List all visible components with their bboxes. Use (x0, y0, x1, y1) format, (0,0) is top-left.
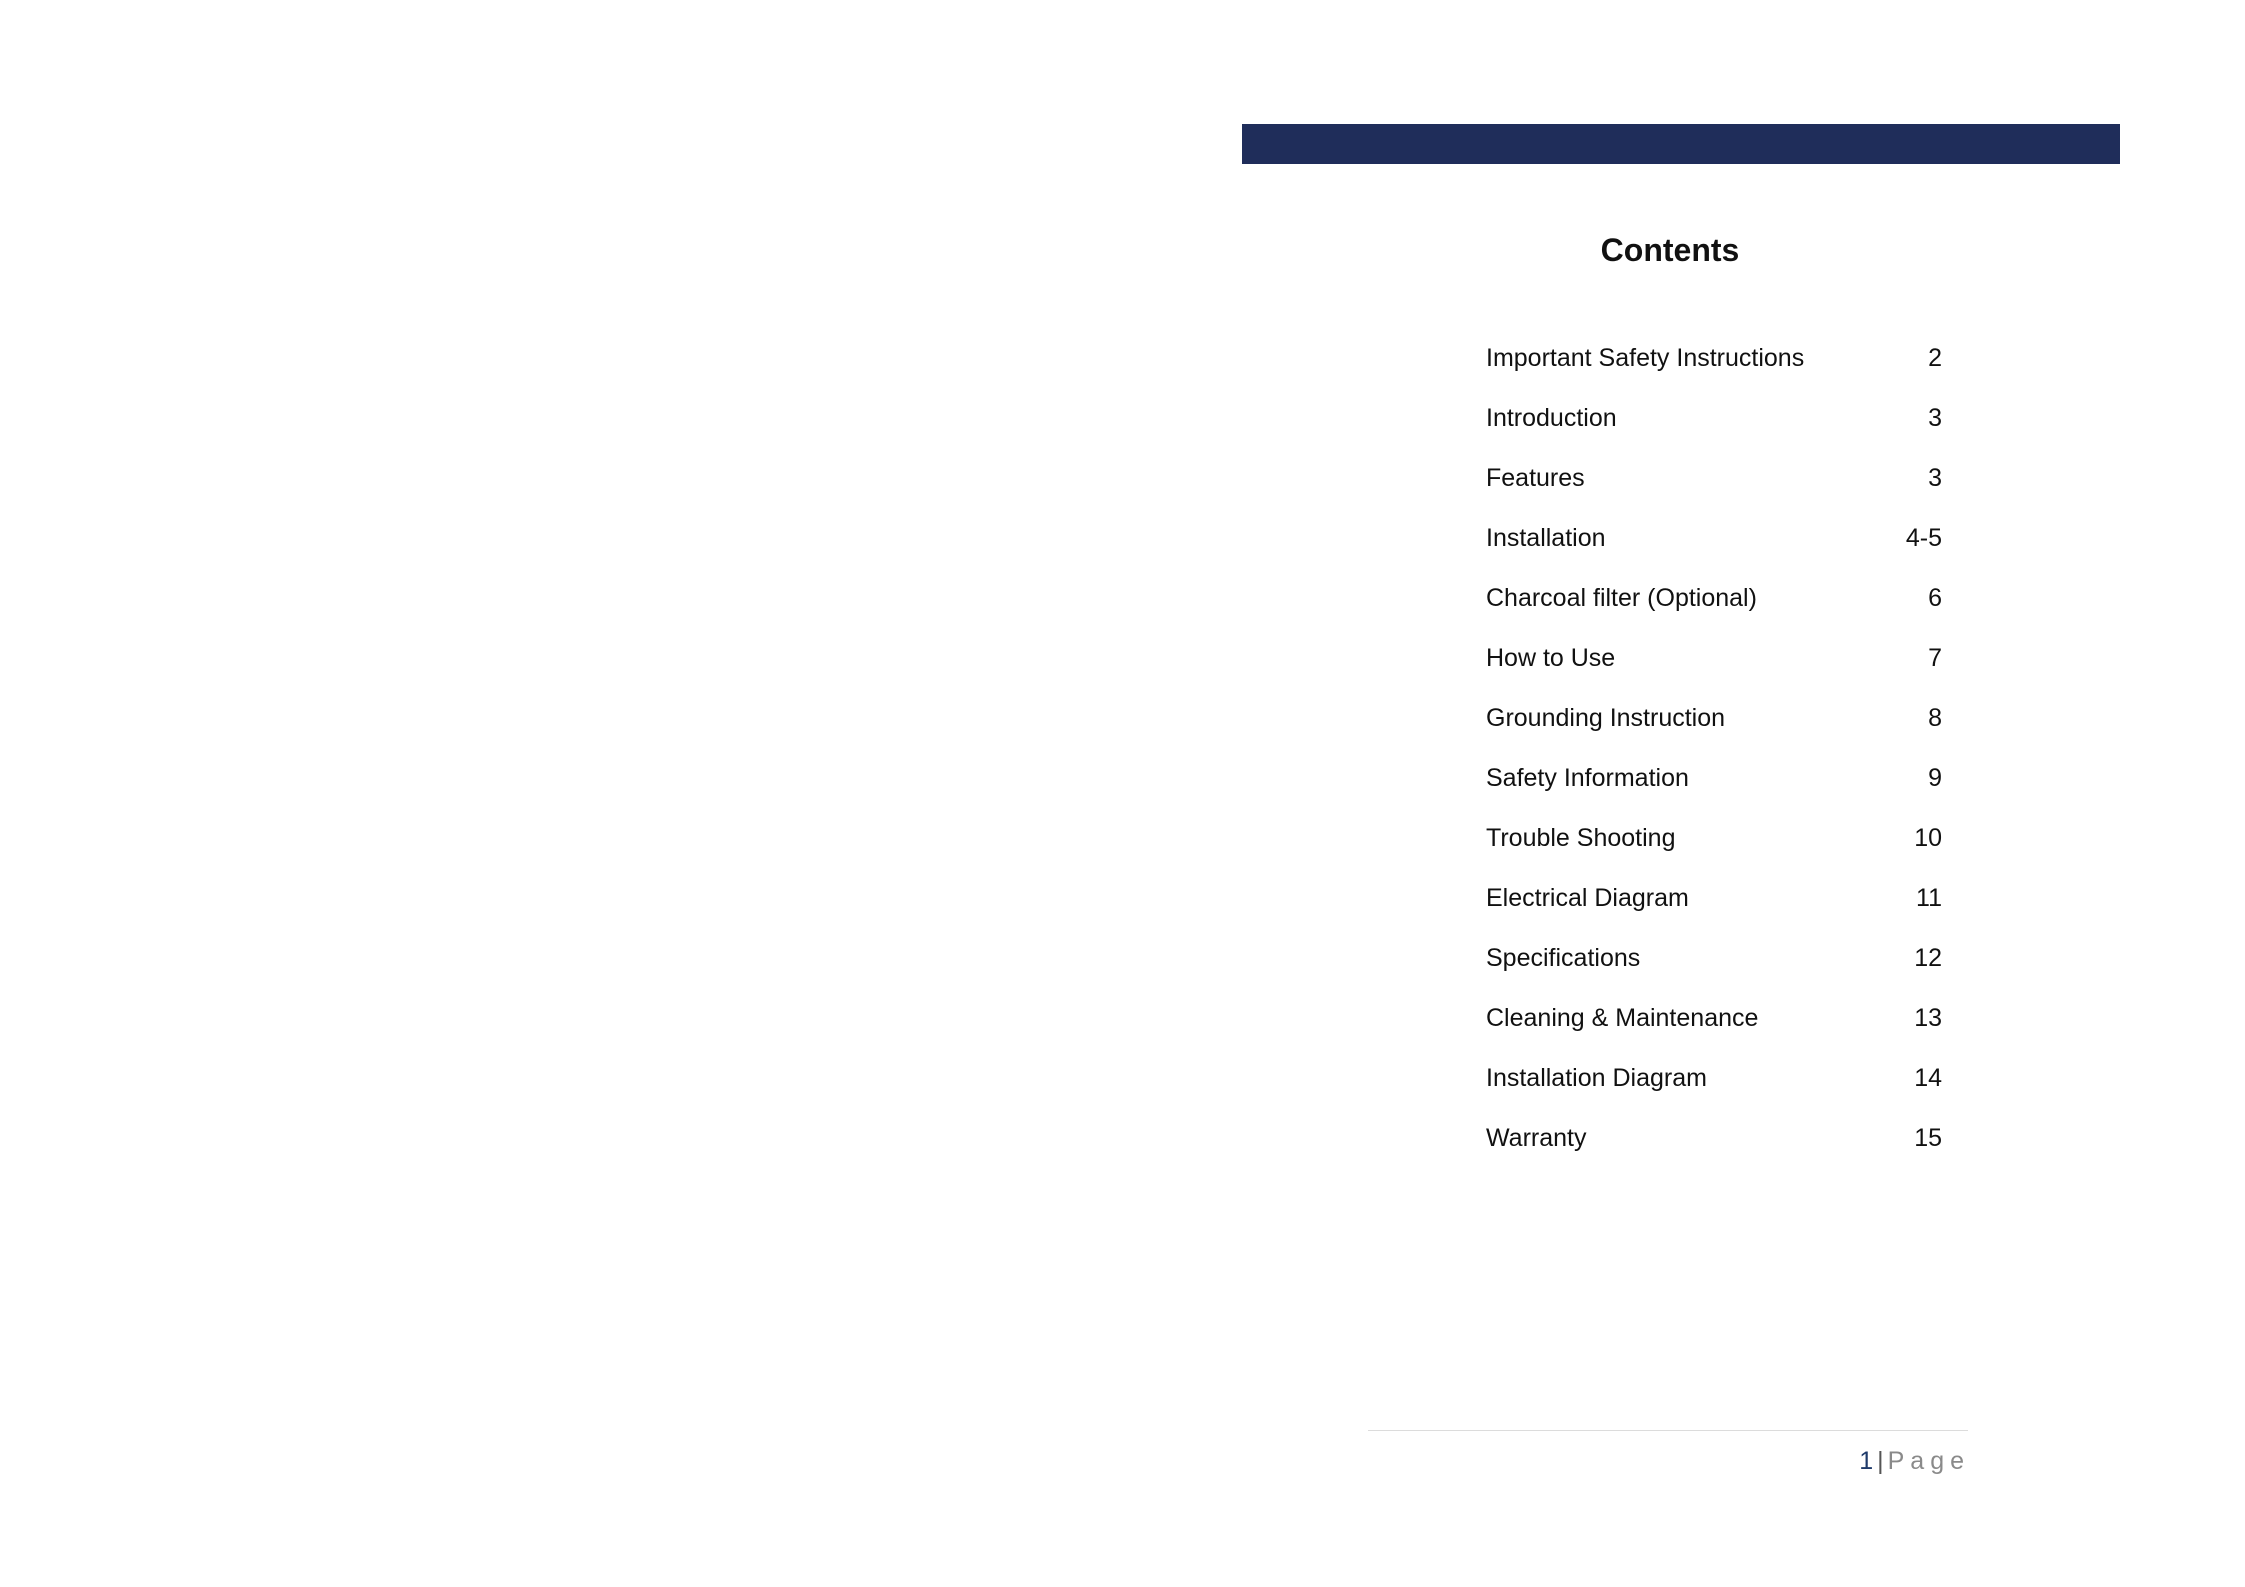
toc-label: Trouble Shooting (1486, 823, 1676, 852)
toc-label: Installation Diagram (1486, 1063, 1707, 1092)
toc-row[interactable] (1486, 388, 1942, 448)
toc-row[interactable] (1486, 448, 1942, 508)
toc-page-number: 2 (1928, 343, 1942, 372)
toc-label: How to Use (1486, 643, 1616, 672)
toc-row[interactable] (1486, 748, 1942, 808)
table-of-contents (1486, 328, 1942, 1168)
footer-divider (1368, 1430, 1968, 1431)
toc-label: Safety Information (1486, 763, 1689, 792)
toc-page-number: 6 (1928, 583, 1942, 612)
toc-page-number: 12 (1914, 943, 1942, 972)
toc-row[interactable] (1486, 928, 1942, 988)
toc-row[interactable] (1486, 1048, 1942, 1108)
toc-row[interactable] (1486, 1108, 1942, 1168)
toc-page-number: 14 (1914, 1063, 1942, 1092)
toc-label: Grounding Instruction (1486, 703, 1726, 732)
toc-label: Features (1486, 463, 1585, 492)
toc-label: Electrical Diagram (1486, 883, 1689, 912)
toc-row[interactable] (1486, 508, 1942, 568)
header-bar (1242, 124, 2120, 164)
toc-page-number: 3 (1928, 403, 1942, 432)
toc-page-number: 13 (1914, 1003, 1942, 1032)
toc-row[interactable] (1486, 568, 1942, 628)
toc-page-number: 8 (1928, 703, 1942, 732)
toc-row[interactable] (1486, 808, 1942, 868)
toc-label: Important Safety Instructions (1486, 343, 1805, 372)
toc-page-number: 10 (1914, 823, 1942, 852)
toc-row[interactable] (1486, 328, 1942, 388)
page-title: Contents (1600, 232, 1740, 268)
toc-page-number: 11 (1916, 883, 1942, 912)
toc-row[interactable] (1486, 868, 1942, 928)
toc-label: Installation (1486, 523, 1606, 552)
toc-label: Warranty (1486, 1123, 1587, 1152)
toc-row[interactable] (1486, 988, 1942, 1048)
toc-page-number: 3 (1928, 463, 1942, 492)
toc-page-number: 15 (1914, 1123, 1942, 1152)
toc-label: Cleaning & Maintenance (1486, 1003, 1759, 1032)
toc-row[interactable] (1486, 688, 1942, 748)
footer-separator: | (1877, 1447, 1884, 1475)
toc-label: Specifications (1486, 943, 1641, 972)
toc-label: Introduction (1486, 403, 1617, 432)
toc-page-number: 7 (1928, 643, 1942, 672)
toc-page-number: 4-5 (1905, 523, 1942, 552)
toc-row[interactable] (1486, 628, 1942, 688)
footer-page-word: Page (1887, 1447, 1970, 1475)
toc-label: Charcoal filter (Optional) (1486, 583, 1757, 612)
page-footer (1700, 1446, 1970, 1476)
toc-page-number: 9 (1928, 763, 1942, 792)
footer-page-number: 1 (1859, 1447, 1874, 1475)
